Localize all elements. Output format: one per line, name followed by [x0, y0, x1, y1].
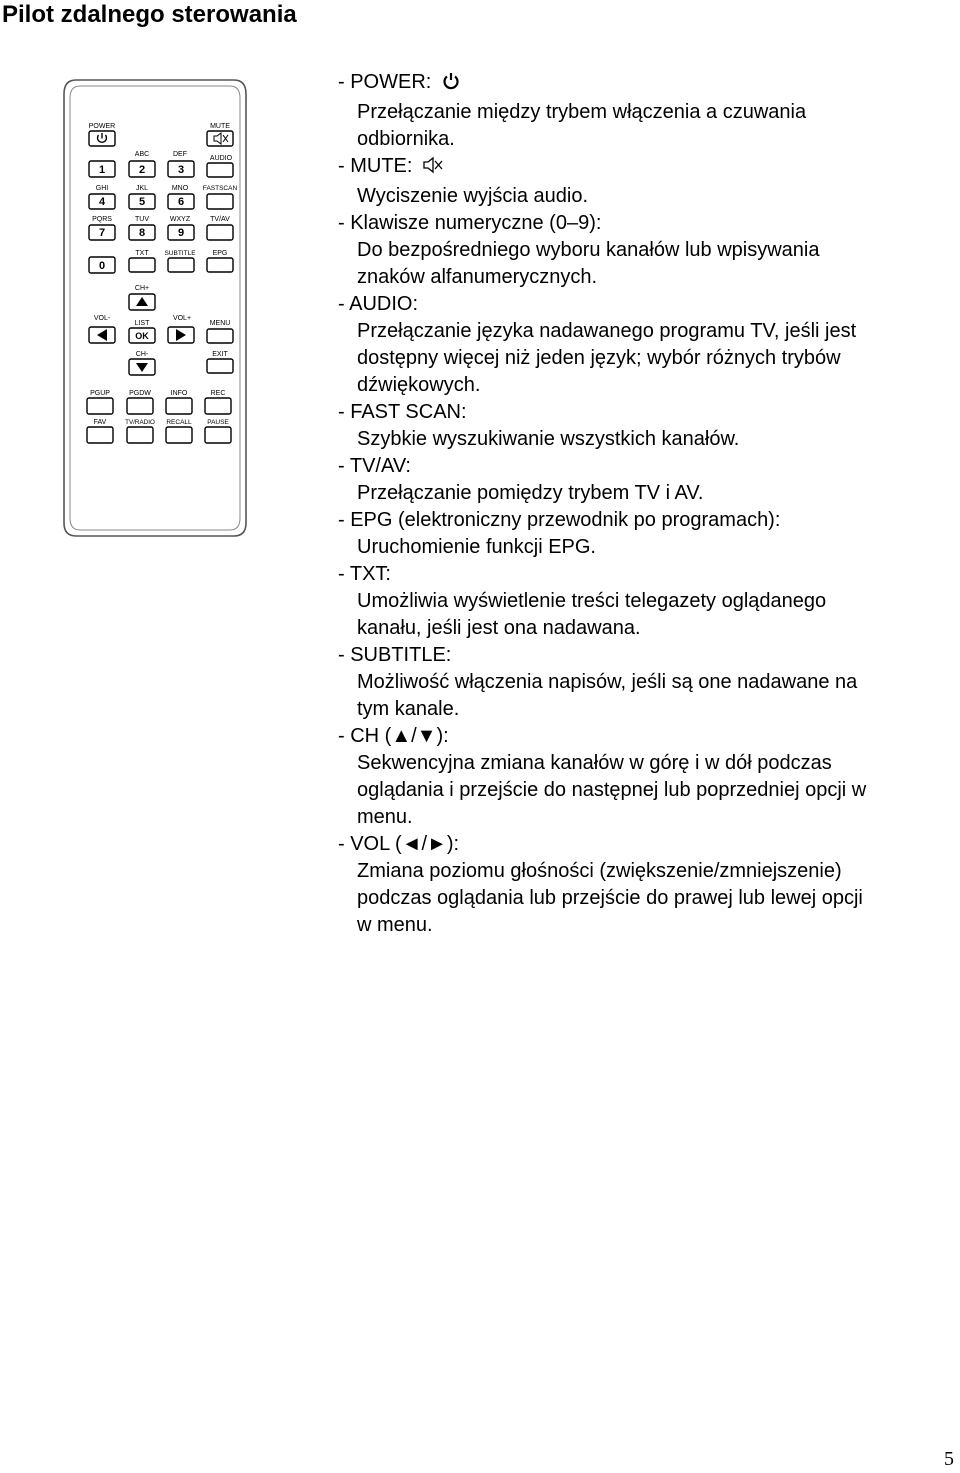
key-label-volplus: VOL+: [172, 315, 192, 322]
key-label-list: LIST: [134, 320, 150, 327]
remote-menu-button: [207, 329, 233, 343]
key-label-mute: MUTE: [210, 123, 230, 130]
entry-line: Szybkie wyszukiwanie wszystkich kanałów.: [357, 428, 740, 450]
entry-tv-av: [338, 453, 954, 507]
key-label-tuv: TUV: [135, 216, 149, 223]
entry-fast-scan: [338, 399, 954, 453]
page-title: Pilot zdalnego sterowania: [2, 1, 297, 28]
key-label-fastscan: FASTSCAN: [202, 185, 238, 192]
key-label-fav: FAV: [93, 419, 107, 426]
key-label-chplus: CH+: [134, 285, 150, 292]
key-label-exit: EXIT: [212, 351, 228, 358]
entry-subtitle: [338, 642, 954, 723]
remote-rec-button: [205, 398, 231, 414]
remote-fastscan-button: [207, 194, 233, 209]
mute-icon: [422, 155, 444, 183]
button-description-list: [338, 69, 954, 939]
entry-head: - MUTE:: [338, 155, 413, 177]
remote-fav-button: [87, 427, 113, 443]
remote-tvav-button: [207, 225, 233, 240]
page-number: 5: [944, 1448, 954, 1470]
remote-pgdw-button: [127, 398, 153, 414]
entry-line: Przełączanie między trybem włączenia a czuwania: [357, 101, 807, 123]
key-label-rec: REC: [210, 390, 226, 397]
entry-audio: [338, 291, 954, 399]
key-label-ok: OK: [135, 331, 149, 341]
entry-head: - EPG (elektroniczny przewodnik po programach):: [338, 509, 781, 531]
entry-head: - POWER:: [338, 71, 432, 93]
key-label-5: 5: [138, 196, 146, 208]
entry-mute: [338, 153, 954, 210]
key-label-pqrs: PQRS: [92, 216, 112, 223]
key-label-txt: TXT: [135, 250, 149, 257]
key-label-mno: MNO: [171, 185, 189, 192]
entry-line: Możliwość włączenia napisów, jeśli są one nadawane na: [357, 671, 858, 693]
key-label-menu: MENU: [209, 320, 231, 327]
entry-line: Przełączanie pomiędzy trybem TV i AV.: [357, 482, 704, 504]
key-label-6: 6: [177, 196, 185, 208]
key-label-abc: ABC: [134, 151, 150, 158]
remote-pgup-button: [87, 398, 113, 414]
key-label-pgdw: PGDW: [129, 390, 151, 397]
entry-line: oglądania i przejście do następnej lub poprzedniej opcji w: [357, 779, 867, 801]
key-label-audio: AUDIO: [209, 155, 233, 162]
remote-audio-button: [207, 163, 233, 177]
entry-line: Przełączanie języka nadawanego programu TV, jeśli jest: [357, 320, 857, 342]
key-label-3: 3: [177, 164, 185, 176]
remote-recall-button: [166, 427, 192, 443]
remote-exit-button: [207, 359, 233, 373]
entry-line: Uruchomienie funkcji EPG.: [357, 536, 596, 558]
key-label-ghi: GHI: [95, 185, 109, 192]
entry-head: - TXT:: [338, 563, 391, 585]
entry-line: w menu.: [357, 914, 433, 936]
remote-epg-button: [207, 258, 233, 272]
entry-line: znaków alfanumerycznych.: [357, 266, 598, 288]
power-icon: [441, 71, 461, 99]
remote-pause-button: [205, 427, 231, 443]
key-label-0: 0: [98, 260, 106, 272]
entry-head: - CH (▲/▼):: [338, 725, 449, 747]
key-label-9: 9: [177, 227, 185, 239]
entry-line: dostępny więcej niż jeden język; wybór różnych trybów: [357, 347, 841, 369]
key-label-pause: PAUSE: [207, 419, 229, 426]
entry-head: - SUBTITLE:: [338, 644, 452, 666]
remote-info-button: [166, 398, 192, 414]
key-label-pgup: PGUP: [90, 390, 110, 397]
key-label-def: DEF: [173, 151, 187, 158]
key-label-jkl: JKL: [135, 185, 149, 192]
entry-line: Umożliwia wyświetlenie treści telegazety oglądanego: [357, 590, 827, 612]
entry-line: Zmiana poziomu głośności (zwiększenie/zmniejszenie): [357, 860, 842, 882]
key-label-tvradio: TV/RADIO: [125, 419, 155, 426]
entry-line: podczas oglądania lub przejście do prawej lub lewej opcji: [357, 887, 863, 909]
key-label-7: 7: [98, 227, 106, 239]
entry-head: - FAST SCAN:: [338, 401, 467, 423]
entry-head: - VOL (◄/►):: [338, 833, 460, 855]
entry-line: odbiornika.: [357, 128, 455, 150]
key-label-info: INFO: [170, 390, 188, 397]
key-label-8: 8: [138, 227, 146, 239]
entry-head: - AUDIO:: [338, 293, 419, 315]
key-label-subtitle: SUBTITLE: [164, 250, 196, 257]
remote-txt-button: [129, 258, 155, 272]
entry-line: Wyciszenie wyjścia audio.: [357, 185, 589, 207]
entry-head: - Klawisze numeryczne (0–9):: [338, 212, 602, 234]
remote-subtitle-button: [168, 258, 194, 272]
key-label-1: 1: [98, 164, 106, 176]
key-label-epg: EPG: [212, 250, 228, 257]
key-label-volminus: VOL-: [93, 315, 111, 322]
entry-line: menu.: [357, 806, 413, 828]
entry-ch: [338, 723, 954, 831]
key-label-recall: RECALL: [166, 419, 192, 426]
entry-line: Sekwencyjna zmiana kanałów w górę i w dół podczas: [357, 752, 832, 774]
entry-vol: [338, 831, 954, 939]
entry-numeric-keys: [338, 210, 954, 291]
entry-line: kanału, jeśli jest ona nadawana.: [357, 617, 641, 639]
remote-tvradio-button: [127, 427, 153, 443]
entry-epg: [338, 507, 954, 561]
key-label-chminus: CH-: [135, 351, 149, 358]
entry-line: dźwiękowych.: [357, 374, 481, 396]
key-label-wxyz: WXYZ: [169, 216, 191, 223]
entry-txt: [338, 561, 954, 642]
remote-control-illustration: [62, 78, 248, 538]
key-label-4: 4: [98, 196, 106, 208]
key-label-2: 2: [138, 164, 146, 176]
entry-power: [338, 69, 954, 153]
entry-head: - TV/AV:: [338, 455, 411, 477]
key-label-power: POWER: [88, 123, 116, 130]
key-label-tvav: TV/AV: [210, 216, 230, 223]
entry-line: tym kanale.: [357, 698, 460, 720]
entry-line: Do bezpośredniego wyboru kanałów lub wpisywania: [357, 239, 820, 261]
